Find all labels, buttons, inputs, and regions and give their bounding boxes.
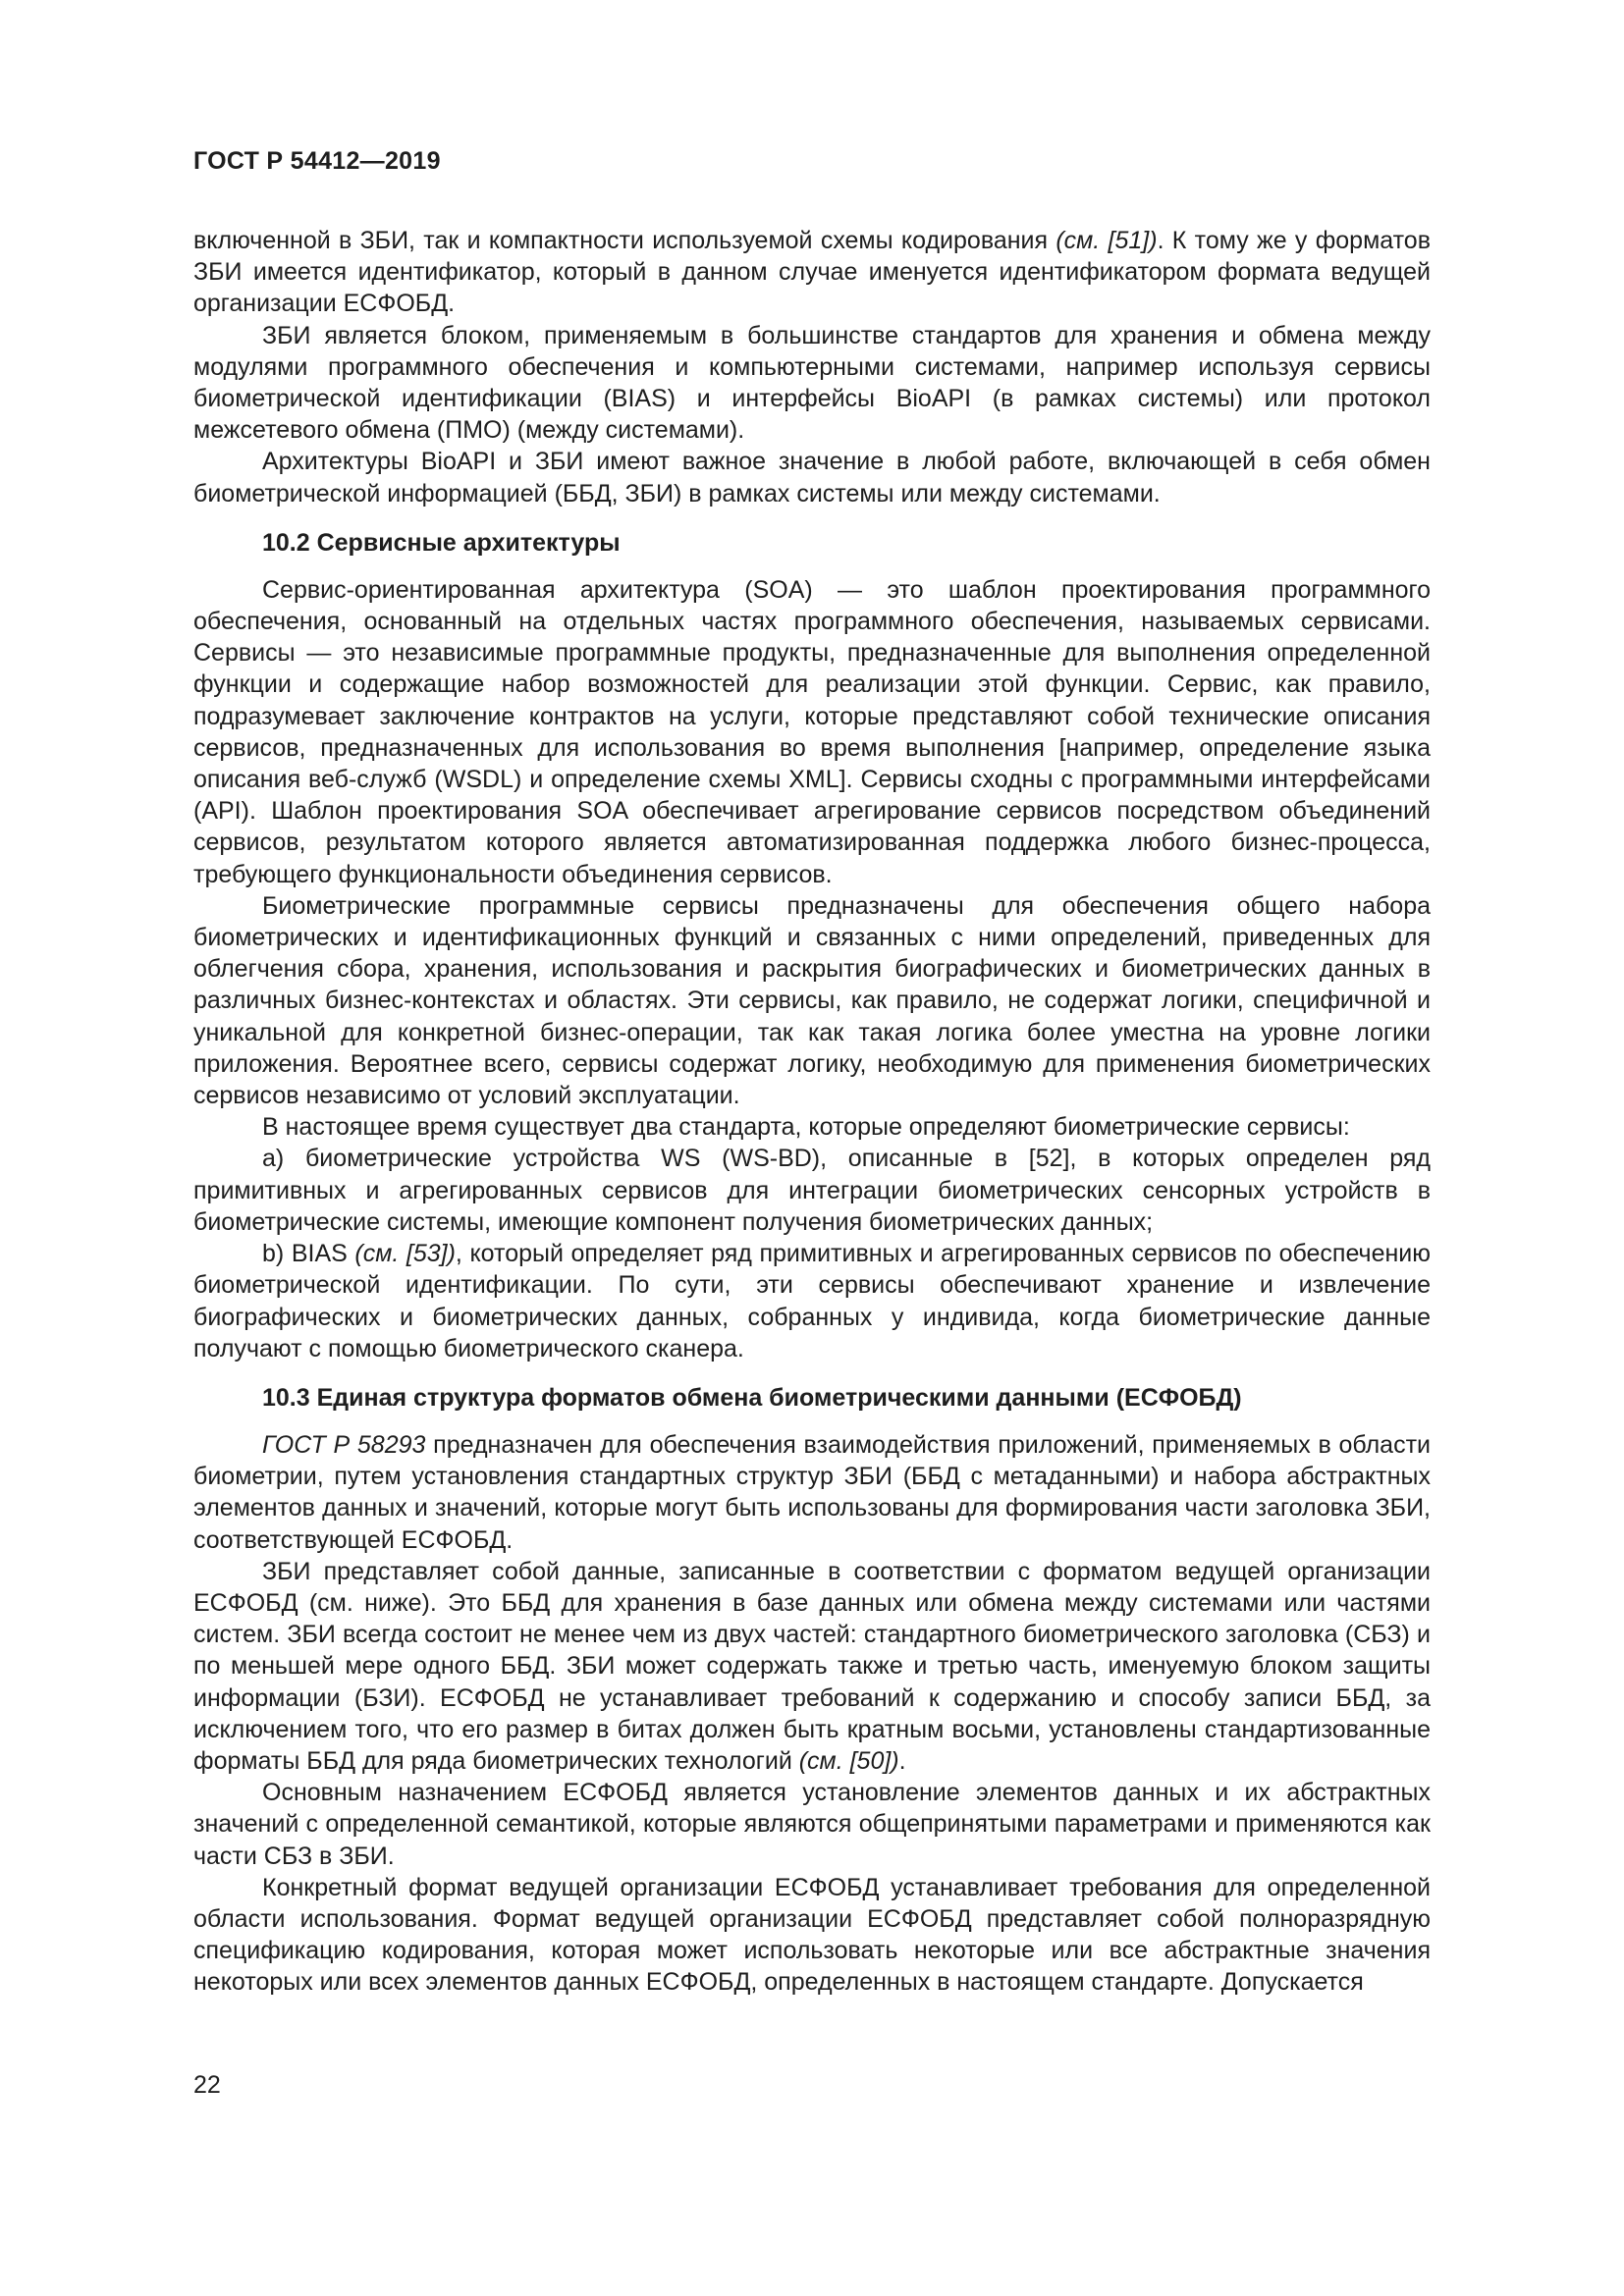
page-number: 22	[193, 2071, 221, 2099]
reference: (см. [53])	[354, 1240, 456, 1268]
list-item-a: a) биометрические устройства WS (WS-BD), описанные в [52], в которых определен ряд примитивных и агрегированных сервисов для интеграции биометрических сенсорных устройств в биометрические системы, имеющие компонент получения биометрических данных;	[193, 1145, 1431, 1236]
reference: ГОСТ Р 58293	[262, 1430, 426, 1459]
paragraph: В настоящее время существует два стандарта, которые определяют биометрические сервисы:	[262, 1113, 1350, 1142]
text-run: предназначен для обеспечения взаимодействия приложений, применяемых в области биометрии, путем установления стандартных структур ЗБИ (ББД с метаданными) и набора абстрактных элементов данных и значений, которые могут быть использованы для формирования части заголовка ЗБИ, соответствующей ЕСФОБД.	[193, 1430, 1431, 1554]
paragraph: ЗБИ является блоком, применяемым в большинстве стандартов для хранения и обмена между модулями программного обеспечения и компьютерными системами, например используя сервисы биометрической идентификации (BIAS) и интерфейсы BioAPI (в рамках системы) или протокол межсетевого обмена (ПМО) (между системами).	[193, 321, 1431, 445]
paragraph	[193, 1429, 1431, 1556]
text-run: ЗБИ представляет собой данные, записанные в соответствии с форматом ведущей организации ЕСФОБД (см. ниже). Это ББД для хранения в базе данных или обмена между системами или частями систем. ЗБИ всегда состоит не менее чем из двух частей: стандартного биометрического заголовка (СБЗ) и по меньшей мере одного ББД. ЗБИ может содержать также и третью часть, именуемую блоком защиты информации (БЗИ). ЕСФОБД не устанавливает требований к содержанию и способу записи ББД, за исключением того, что его размер в битах должен быть кратным восьми, установлены стандартизованные форматы ББД для ряда биометрических технологий	[193, 1557, 1431, 1775]
paragraph: Биометрические программные сервисы предназначены для обеспечения общего набора биометрических и идентификационных функций и связанных с ними определений, приведенных для облегчения сбора, хранения, использования и раскрытия биографических и биометрических данных в различных бизнес-контекстах и областях. Эти сервисы, как правило, не содержат логики, специфичной и уникальной для конкретной бизнес-операции, так как такая логика более уместна на уровне логики приложения. Вероятнее всего, сервисы содержат логику, необходимую для применения биометрических сервисов независимо от условий эксплуатации.	[193, 891, 1431, 1110]
list-item-b	[193, 1238, 1431, 1364]
paragraph	[193, 225, 1431, 320]
document-header: ГОСТ Р 54412—2019	[193, 147, 441, 175]
paragraph: Архитектуры BioAPI и ЗБИ имеют важное значение в любой работе, включающей в себя обмен биометрической информацией (ББД, ЗБИ) в рамках системы или между системами.	[193, 448, 1431, 507]
text-run: включенной в ЗБИ, так и компактности используемой схемы кодирования	[193, 227, 1056, 254]
paragraph: Основным назначением ЕСФОБД является установление элементов данных и их абстрактных значений с определенной семантикой, которые являются общепринятыми параметрами и применяются как части СБЗ в ЗБИ.	[193, 1779, 1431, 1870]
text-run: .	[898, 1746, 906, 1775]
section-heading-10-2: 10.2 Сервисные архитектуры	[262, 528, 621, 557]
document-page	[193, 147, 1431, 1999]
reference: (см. [50])	[798, 1746, 899, 1775]
text-run: b) BIAS	[262, 1240, 355, 1268]
text-run: , который определяет ряд примитивных и агрегированных сервисов по обеспечению биометрической идентификации. По сути, эти сервисы обеспечивают хранение и извлечение биографических и биометрических данных, собранных у индивида, когда биометрические данные получают с помощью биометрического сканера.	[193, 1240, 1431, 1362]
paragraph: Конкретный формат ведущей организации ЕСФОБД устанавливает требования для определенной области использования. Формат ведущей организации ЕСФОБД представляет собой полноразрядную спецификацию кодирования, которая может использовать некоторые или все абстрактные значения некоторых или всех элементов данных ЕСФОБД, определенных в настоящем стандарте. Допускается	[193, 1873, 1431, 1997]
reference: (см. [51])	[1056, 227, 1158, 254]
section-heading-10-3: 10.3 Единая структура форматов обмена биометрическими данными (ЕСФОБД)	[262, 1383, 1242, 1412]
text-run: . К тому же у форматов ЗБИ имеется идентификатор, который в данном случае именуется идентификатором формата ведущей организации ЕСФОБД.	[193, 227, 1431, 318]
paragraph: Сервис-ориентированная архитектура (SOA) — это шаблон проектирования программного обеспечения, основанный на отдельных частях программного обеспечения, называемых сервисами. Сервисы — это независимые программные продукты, предназначенные для выполнения определенной функции и содержащие набор возможностей для реализации этой функции. Сервис, как правило, подразумевает заключение контрактов на услуги, которые представляют собой технические описания сервисов, предназначенных для использования во время выполнения [например, определение языка описания веб-служб (WSDL) и определение схемы XML]. Сервисы сходны с программными интерфейсами (API). Шаблон проектирования SOA обеспечивает агрегирование сервисов посредством объединений сервисов, результатом которого является автоматизированная поддержка любого бизнес-процесса, требующего функциональности объединения сервисов.	[193, 575, 1431, 888]
paragraph	[193, 1556, 1431, 1777]
